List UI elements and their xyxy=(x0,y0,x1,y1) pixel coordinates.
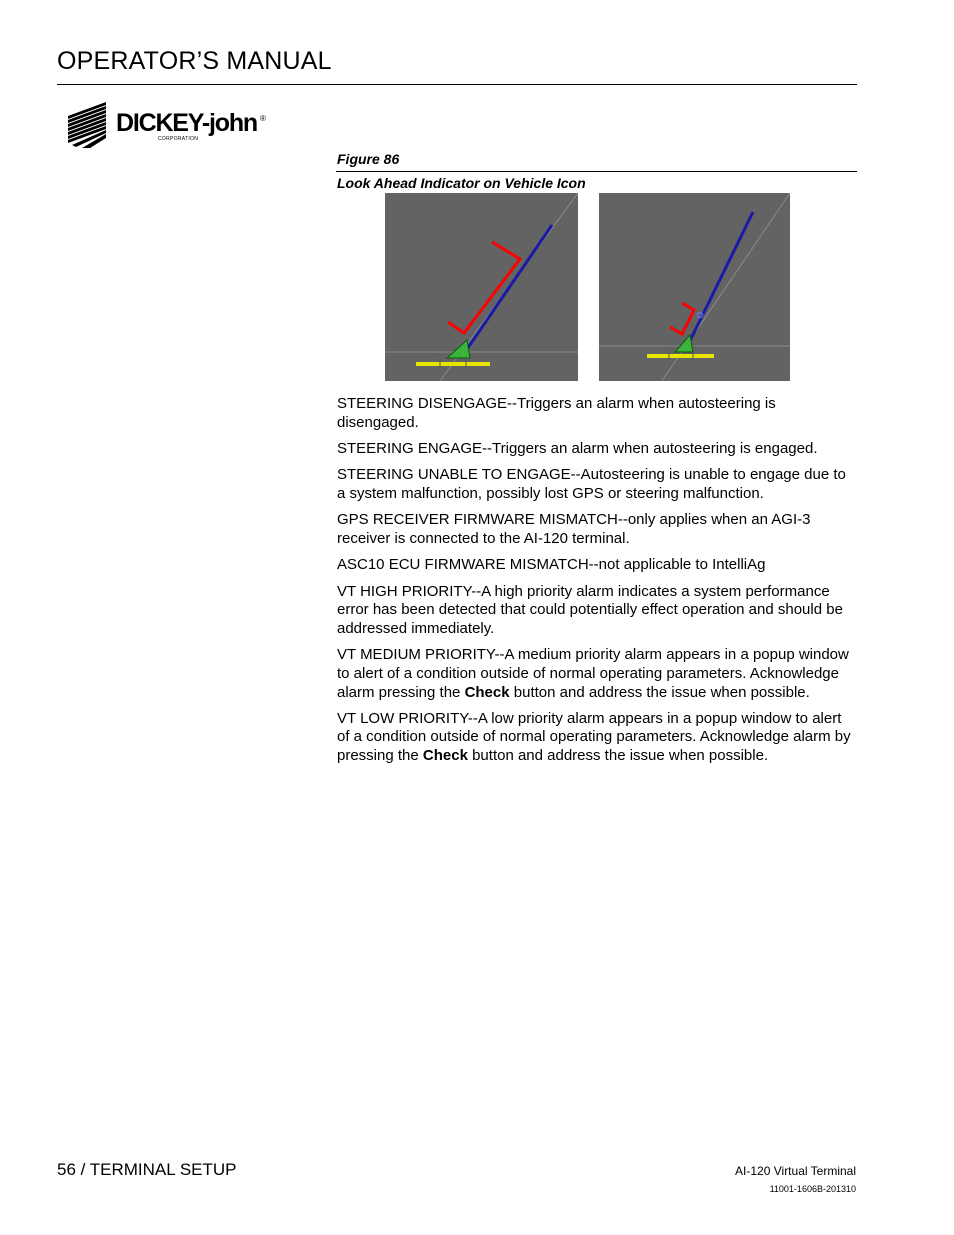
paragraph-vt-medium: VT MEDIUM PRIORITY--A medium priority alarm appears in a popup window to alert of a condition outside of normal operating parameters. Acknowledge alarm pressing the Check button and address the issue when possible. xyxy=(337,646,849,701)
page-header-title: OPERATOR’S MANUAL xyxy=(57,47,332,75)
paragraph-asc10-firmware: ASC10 ECU FIRMWARE MISMATCH--not applicable to IntelliAg xyxy=(337,556,766,574)
logo-wordmark: DICKEY-john xyxy=(116,109,257,137)
alarm-descriptions xyxy=(337,395,857,773)
paragraph-vt-low: VT LOW PRIORITY--A low priority alarm appears in a popup window to alert of a condition outside of normal operating parameters. Acknowledge alarm by pressing the Check button and address the issue when possible. xyxy=(337,709,851,765)
paragraph-steering-engage: STEERING ENGAGE--Triggers an alarm when autosteering is engaged. xyxy=(337,439,818,457)
look-ahead-image-short xyxy=(599,193,790,381)
figure-number: Figure 86 xyxy=(337,151,400,167)
check-keyword: Check xyxy=(464,683,510,701)
logo-stripes-icon xyxy=(66,100,114,150)
company-logo xyxy=(66,100,306,152)
header-divider xyxy=(57,84,857,85)
footer-section: 56 / TERMINAL SETUP xyxy=(57,1160,237,1179)
check-keyword: Check xyxy=(422,747,468,765)
logo-corporation-text: CORPORATION xyxy=(158,136,199,142)
paragraph-steering-unable: STEERING UNABLE TO ENGAGE--Autosteering is unable to engage due to a system malfunction, possibly lost GPS or steering malfunction. xyxy=(337,466,846,502)
paragraph-gps-firmware: GPS RECEIVER FIRMWARE MISMATCH--only applies when an AGI-3 receiver is connected to the AI-120 terminal. xyxy=(337,511,811,547)
figure-caption: Look Ahead Indicator on Vehicle Icon xyxy=(337,175,586,191)
footer-doc-number: 11001-1606B-201310 xyxy=(769,1184,856,1194)
vehicle-icon xyxy=(447,340,470,358)
vehicle-icon xyxy=(675,335,693,352)
paragraph-vt-high: VT HIGH PRIORITY--A high priority alarm indicates a system performance error has been detected that could potentially effect operation and should be addressed immediately. xyxy=(337,582,843,637)
look-ahead-bracket-icon xyxy=(670,303,694,334)
paragraph-steering-disengage: STEERING DISENGAGE--Triggers an alarm when autosteering is disengaged. xyxy=(337,395,776,431)
figure-divider xyxy=(336,171,857,172)
look-ahead-image-long xyxy=(385,193,578,381)
footer-product: AI-120 Virtual Terminal xyxy=(735,1164,856,1178)
logo-registered-mark: ® xyxy=(260,114,266,123)
